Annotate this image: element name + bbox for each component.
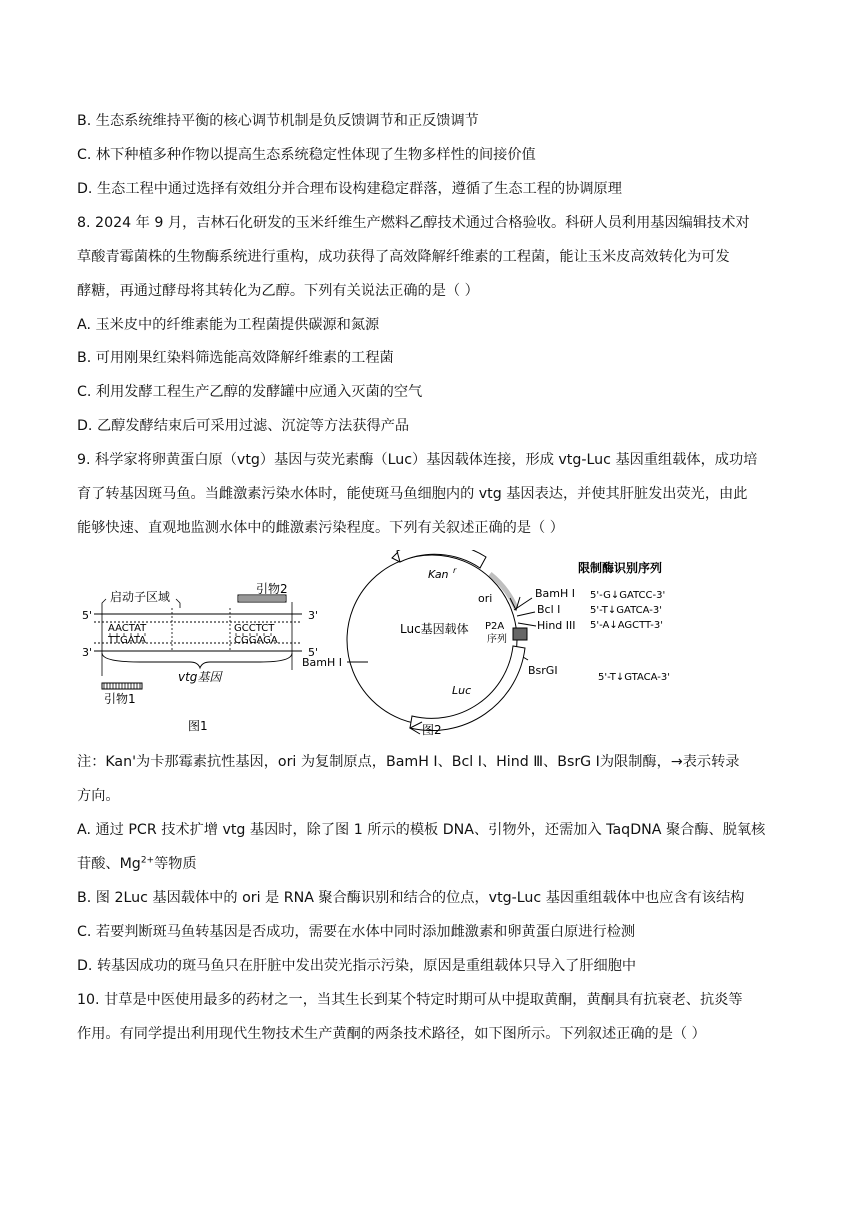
q8-stem-line-3: 酵糖，再通过酵母将其转化为乙醇。下列有关说法正确的是（ ） [77,283,479,299]
seq-top-left: AACTAT [108,623,147,634]
vector-label: Luc基因载体 [400,622,469,636]
figure-2 [302,550,670,737]
q9-figure-svg [70,550,790,740]
q8-option-d: D. 乙醇发酵结束后可采用过滤、沉淀等方法获得产品 [77,418,410,434]
q8-option-c: C. 利用发酵工程生产乙醇的发酵罐中应通入灭菌的空气 [77,384,423,400]
seq-bottom-left: TTGATA [108,635,147,646]
strand-bottom-5prime: 5' [308,646,319,659]
figure-1 [82,581,318,733]
hindiii-label: Hind III [537,619,576,632]
bamhi-left-label: BamH I [302,656,343,669]
vtg-gene-label: vtg基因 [178,670,222,684]
vtg-gene-brace [102,653,292,668]
q8-option-a: A. 玉米皮中的纤维素能为工程菌提供碳源和氮源 [77,317,380,333]
q9-option-d: D. 转基因成功的斑马鱼只在肝脏中发出荧光指示污染，原因是重组载体只导入了肝细胞中 [77,958,637,974]
site-bcli: 5'-T↓GATCA-3' [590,605,662,616]
q9-stem-line-3: 能够快速、直观地监测水体中的雌激素污染程度。下列有关叙述正确的是（ ） [77,520,564,536]
primer-1-label: 引物1 [104,692,136,706]
primer-2-label: 引物2 [256,582,288,596]
q9-figures [70,550,790,740]
figure-1-caption: 图1 [188,719,208,733]
q10-stem-line-2: 作用。有同学提出利用现代生物技术生产黄酮的两条技术路径，如下图所示。下列叙述正确的是（ ） [77,1026,706,1042]
bcli-marker [517,612,535,616]
q7-option-d: D. 生态工程中通过选择有效组分并合理布设构建稳定群落，遵循了生态工程的协调原理 [77,181,622,197]
site-table-title: 限制酶识别序列 [578,561,663,575]
bsrgi-label: BsrGI [528,664,558,677]
figure-2-caption: 图2 [422,723,442,737]
q9-option-a-line-2-post: 等物质 [154,856,197,872]
luc-label: Luc [452,684,472,697]
q9-option-a-line-2-pre: 苷酸、Mg [77,856,141,872]
ori-label: ori [478,592,493,605]
kan-sup: r [453,566,457,575]
site-bamhi: 5'-G↓GATCC-3' [590,590,666,601]
q10-stem-line-1: 10. 甘草是中医使用最多的药材之一，当其生长到某个特定时期可从中提取黄酮，黄酮具有抗衰老、抗炎等 [77,992,743,1008]
p2a-box [513,628,527,640]
strand-top-5prime: 5' [82,609,93,622]
hindiii-marker [518,623,536,626]
q9-option-a-line-1: A. 通过 PCR 技术扩增 vtg 基因时，除了图 1 所示的模板 DNA、引物外，还需加入 TaqDNA 聚合酶、脱氧核 [77,822,766,838]
bcli-label: Bcl I [537,603,561,616]
q9-note-line-2: 方向。 [77,788,120,804]
site-hindiii: 5'-A↓AGCTT-3' [590,620,663,631]
kan-label: Kan [428,568,449,581]
q9-option-c: C. 若要判断斑马鱼转基因是否成功，需要在水体中同时添加雌激素和卵黄蛋白原进行检测 [77,924,636,940]
q8-option-b: B. 可用刚果红染料筛选能高效降解纤维素的工程菌 [77,350,394,366]
strand-bottom-3prime: 3' [82,646,93,659]
strand-top-3prime: 3' [308,609,319,622]
q8-stem-line-1: 8. 2024 年 9 月，吉林石化研发的玉米纤维生产燃料乙醇技术通过合格验收。科研人员利用基因编辑技术对 [77,215,750,231]
q7-option-b: B. 生态系统维持平衡的核心调节机制是负反馈调节和正反馈调节 [77,113,479,129]
q9-note-line-1: 注：Kan'为卡那霉素抗性基因，ori 为复制原点，BamH Ⅰ、Bcl Ⅰ、Hind Ⅲ、BsrG Ⅰ为限制酶，→表示转录 [77,754,740,770]
q8-stem-line-2: 草酸青霉菌株的生物酶系统进行重构，成功获得了高效降解纤维素的工程菌，能让玉米皮高效转化为可发 [77,249,730,265]
q9-option-a-line-2 [77,854,197,874]
bamhi-top-label: BamH I [535,587,576,600]
q9-option-b: B. 图 2Luc 基因载体中的 ori 是 RNA 聚合酶识别和结合的位点，vtg-Luc 基因重组载体中也应含有该结构 [77,890,745,906]
promoter-label: 启动子区域 [110,590,171,604]
q7-option-c: C. 林下种植多种作物以提高生态系统稳定性体现了生物多样性的间接价值 [77,147,536,163]
q9-stem-line-1: 9. 科学家将卵黄蛋白原（vtg）基因与荧光素酶（Luc）基因载体连接，形成 vtg-Luc 基因重组载体，成功培 [77,452,758,468]
p2a-label-2: 序列 [487,634,507,645]
mg-charge: 2+ [140,855,155,866]
primer-2-fill [239,596,285,601]
q9-stem-line-2: 育了转基因斑马鱼。当雌激素污染水体时，能使斑马鱼细胞内的 vtg 基因表达，并使其肝脏发出荧光，由此 [77,486,748,502]
p2a-label-1: P2A [485,621,505,632]
seq-top-right: GCCTCT [234,623,275,634]
site-bsrgi: 5'-T↓GTACA-3' [598,672,671,683]
seq-bottom-right: CGGAGA [234,635,278,646]
